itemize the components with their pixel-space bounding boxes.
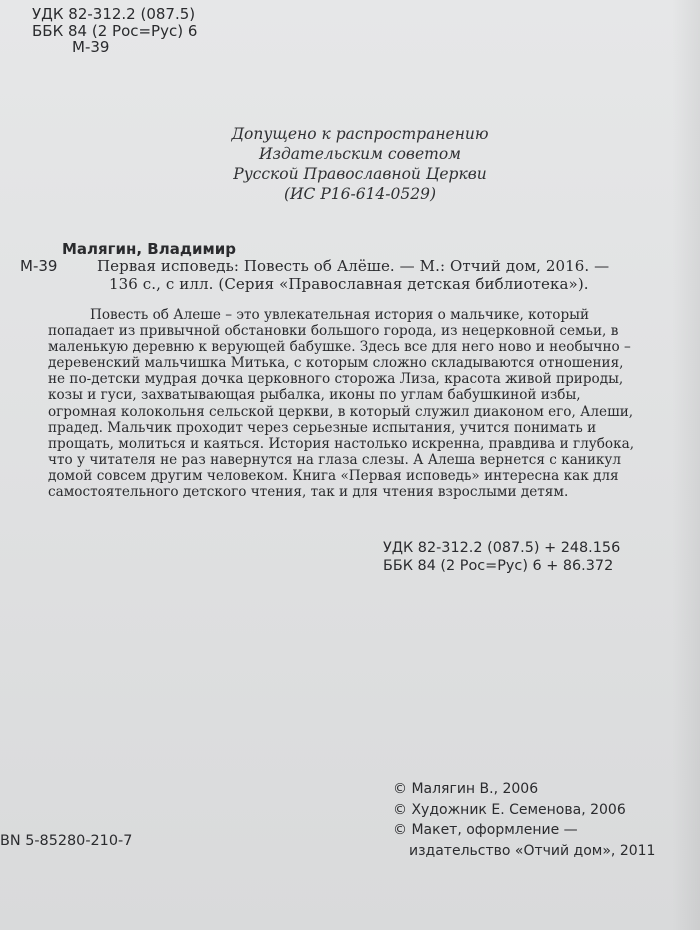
udk-index: УДК 82-312.2 (087.5) + 248.156 (383, 540, 621, 556)
top-classification-codes (32, 6, 197, 56)
annotation-line: козы и гуси, захватывающая рыбалка, иконы по углам бабушкиной избы, (48, 387, 581, 404)
bibliographic-line: 136 с., с илл. (Серия «Православная детская библиотека»). (109, 275, 589, 293)
annotation-line: маленькую деревню к верующей бабушке. Здесь все для него ново и необычно – (48, 339, 631, 356)
bbk-index: ББК 84 (2 Рос=Рус) 6 + 86.372 (383, 558, 614, 574)
annotation-line: не по-детски мудрая дочка церковного сторожа Лиза, красота живой природы, (48, 371, 624, 388)
church-approval-notice (210, 124, 510, 204)
bbk-code: ББК 84 (2 Рос=Рус) 6 (32, 21, 198, 40)
bibliographic-code: М-39 (20, 257, 58, 275)
annotation-line: деревенский мальчишка Митька, с которым сложно складываются отношения, (48, 355, 624, 372)
author-name: Малягин, Владимир (62, 240, 236, 258)
bibliographic-record (97, 257, 609, 293)
classification-indices (383, 539, 620, 575)
author-mark: М-39 (72, 38, 110, 56)
copyright-author: © Малягин В., 2006 (393, 781, 539, 797)
approval-line: Издательским советом (259, 145, 461, 163)
approval-number: (ИС Р16-614-0529) (283, 185, 437, 203)
annotation-line: огромная колокольня сельской церкви, в который служил диаконом его, Алеши, (48, 403, 634, 420)
approval-line: Русской Православной Церкви (233, 165, 487, 183)
annotation-line: что у читателя не раз навернутся на глаза слезы. А Алеша вернется с каникул (48, 451, 622, 468)
copyright-publisher: издательство «Отчий дом», 2011 (409, 842, 656, 859)
copyright-block (393, 779, 655, 861)
annotation-line: самостоятельного детского чтения, так и для чтения взрослыми детям. (48, 484, 569, 501)
approval-line: Допущено к распространению (231, 125, 489, 143)
annotation-line: Повесть об Алеше – это увлекательная история о мальчике, который (90, 307, 590, 323)
page-spine-shadow (672, 0, 700, 930)
isbn-number: ВN 5-85280-210-7 (0, 833, 133, 849)
bibliographic-line: Первая исповедь: Повесть об Алёше. — М.: Отчий дом, 2016. — (97, 257, 610, 275)
annotation-line: попадает из привычной обстановки большого города, из нецерковной семьи, в (48, 323, 619, 340)
annotation-line: прадед. Мальчик проходит через серьезные испытания, учится понимать и (48, 419, 597, 436)
udk-code: УДК 82-312.2 (087.5) (32, 5, 196, 23)
annotation-line: прощать, молиться и каяться. История настолько искренна, правдива и глубока, (48, 435, 635, 452)
copyright-layout: © Макет, оформление — (393, 822, 578, 838)
annotation-paragraph (48, 307, 635, 501)
annotation-line: домой совсем другим человеком. Книга «Первая исповедь» интересна как для (48, 467, 619, 484)
copyright-artist: © Художник Е. Семенова, 2006 (393, 801, 626, 818)
